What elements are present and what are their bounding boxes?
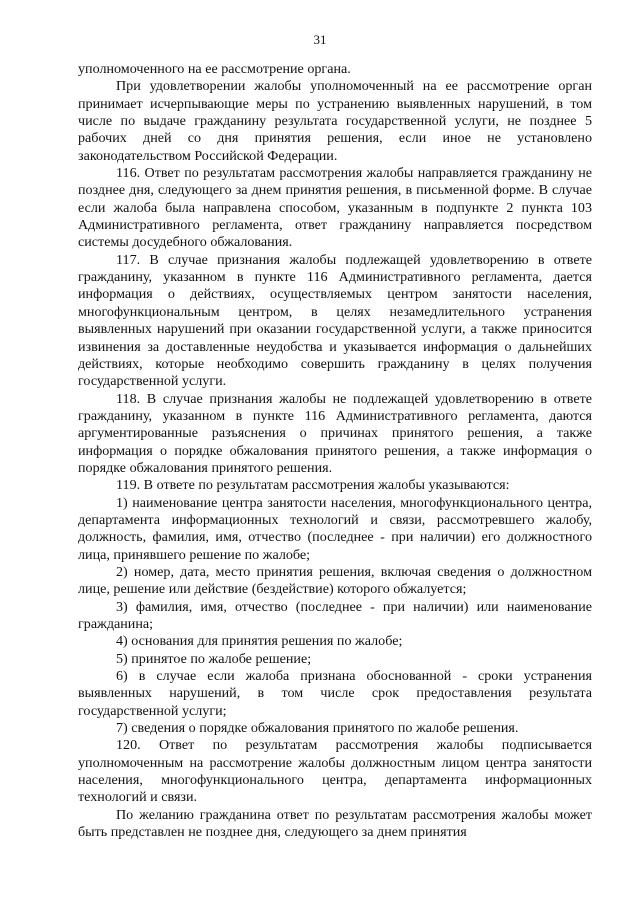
document-body [78, 61, 592, 841]
paragraph-continuation: уполномоченного на ее рассмотрение органа. [78, 61, 351, 77]
paragraph-116: 116. Ответ по результатам рассмотрения жалобы направляется гражданину не позднее дня, следующего за днем принятия решения, в письменной форме. В случае если жалоба была направлена способом, указанным в подпункте 2 пункта 103 Административного регламента, ответ гражданину направляется посредством системы досудебного обжалования. [78, 165, 592, 251]
paragraph-117: 117. В случае признания жалобы подлежащей удовлетворению в ответе гражданину, указанном в пункте 116 Административного регламента, дается информация о действиях, осуществляемых центром занятости населения, многофункциональным центром, в целях незамедлительного устранения выявленных нарушений при оказании государственной услуги, а также приносится извинения за доставленные неудобства и указывается информация о дальнейших действиях, которые необходимо совершить гражданину в целях получения государственной услуги. [78, 251, 592, 390]
list-item-5: 5) принятое по жалобе решение; [116, 650, 312, 667]
paragraph-120: 120. Ответ по результатам рассмотрения жалобы подписывается уполномоченным на рассмотрение жалобы должностным лицом центра занятости населения, многофункционального центра, департамента информационных технологий и связи. [78, 737, 592, 806]
paragraph-citizen-request: По желанию гражданина ответ по результатам рассмотрения жалобы может быть представлен не позднее дня, следующего за днем принятия [78, 806, 592, 841]
list-item-1: 1) наименование центра занятости населения, многофункционального центра, департамента информационных технологий и связи, рассмотревшего жалобу, должность, фамилия, имя, отчество (последнее - при наличии) его должностного лица, принявшего решение по жалобе; [78, 494, 592, 563]
paragraph-118: 118. В случае признания жалобы не подлежащей удовлетворению в ответе гражданину, указанном в пункте 116 Административного регламента, даются аргументированные разъяснения о причинах принятого решения, а также информация о порядке обжалования принятого решения, а также информация о порядке обжалования принятого решения. [78, 390, 592, 476]
list-item-2: 2) номер, дата, место принятия решения, включая сведения о должностном лице, решение или действие (бездействие) которого обжалуется; [78, 563, 592, 598]
list-item-6: 6) в случае если жалоба признана обоснованной - сроки устранения выявленных нарушений, в том числе срок предоставления результата государственной услуги; [78, 668, 592, 719]
page-number: 31 [313, 32, 327, 47]
paragraph-complaint-satisfaction: При удовлетворении жалобы уполномоченный на ее рассмотрение орган принимает исчерпывающие меры по устранению выявленных нарушений, в том числе по выдаче гражданину результата государственной услуги, не позднее 5 рабочих дней со дня принятия решения, если иное не установлено законодательством Российской Федерации. [78, 78, 592, 164]
list-item-4: 4) основания для принятия решения по жалобе; [116, 633, 403, 650]
paragraph-119: 119. В ответе по результатам рассмотрения жалобы указываются: [116, 477, 510, 494]
list-item-3: 3) фамилия, имя, отчество (последнее - при наличии) или наименование гражданина; [78, 598, 592, 632]
list-item-7: 7) сведения о порядке обжалования принятого по жалобе решения. [116, 720, 519, 737]
